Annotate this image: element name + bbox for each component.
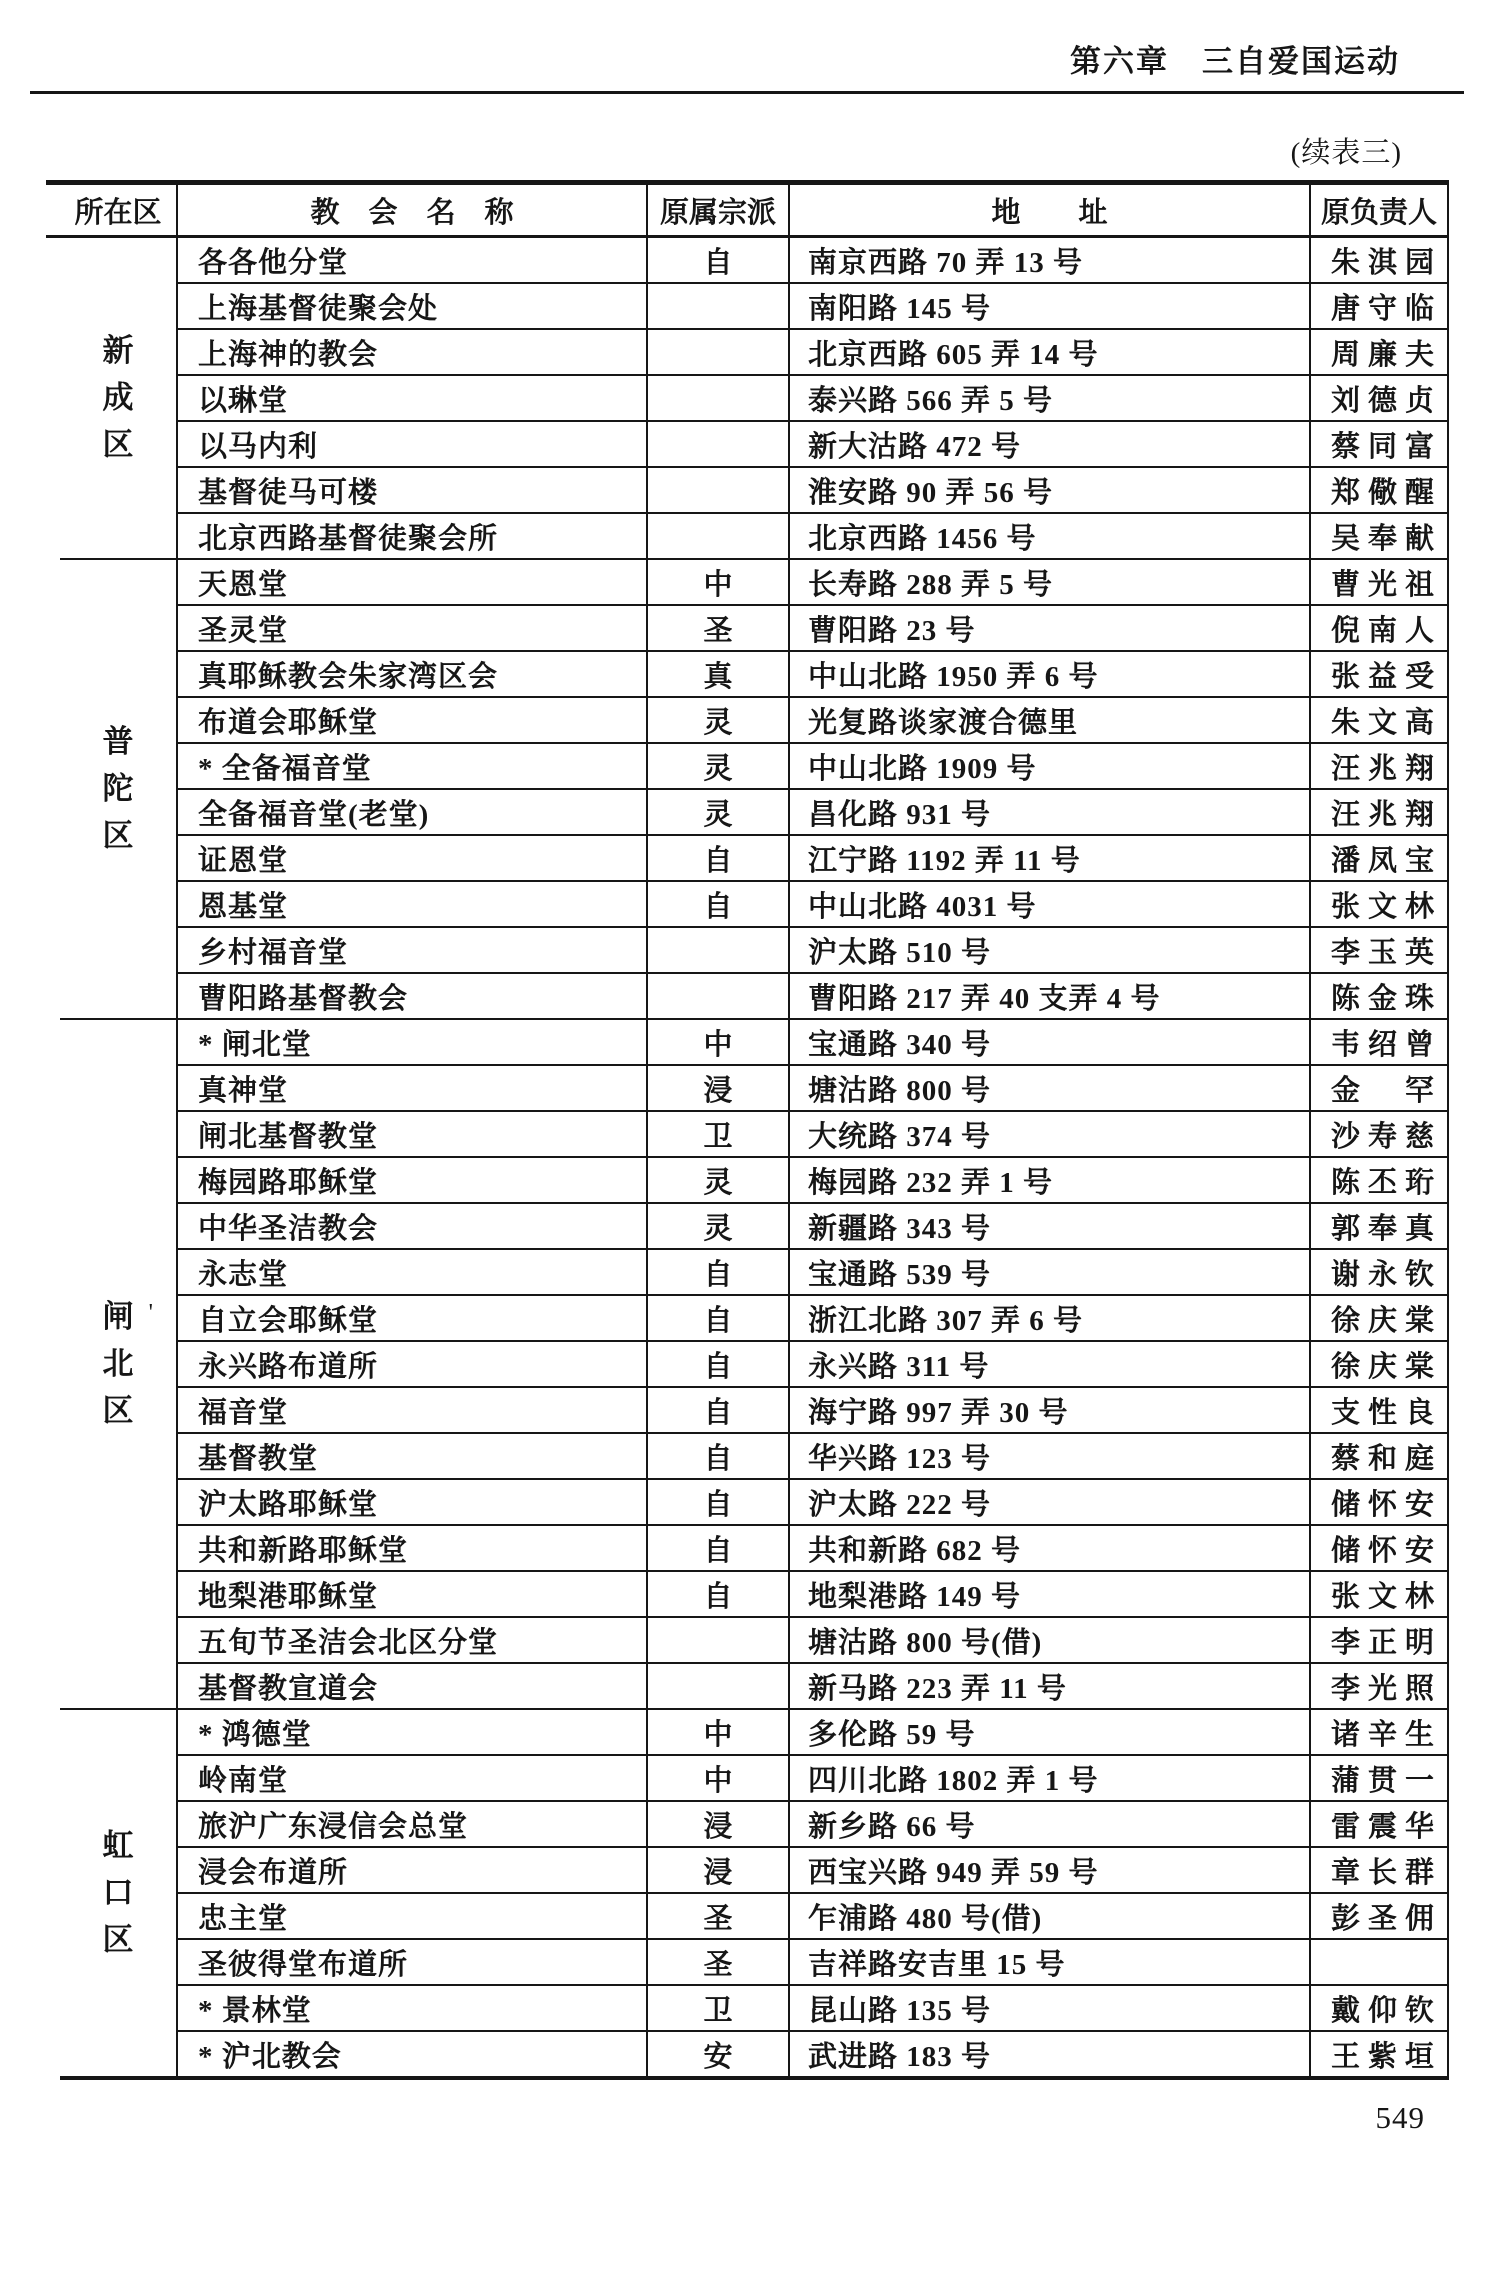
person-cell: 储怀安 [1310, 1525, 1448, 1571]
table-row [60, 651, 1448, 697]
church-name-cell: * 鸿德堂 [177, 1709, 647, 1755]
district-label-char: 区 [102, 427, 134, 462]
person-cell: 唐守临 [1310, 283, 1448, 329]
address-cell: 长寿路 288 弄 5 号 [789, 559, 1310, 605]
person-cell: 李玉英 [1310, 927, 1448, 973]
district-label-char: 区 [102, 1393, 134, 1428]
col-header-denomination: 原属宗派 [647, 183, 789, 237]
denomination-cell [647, 421, 789, 467]
person-cell: 朱文高 [1310, 697, 1448, 743]
denomination-cell: 浸 [647, 1801, 789, 1847]
denomination-cell: 自 [647, 1525, 789, 1571]
table-row [60, 605, 1448, 651]
chapter-header: 第六章 三自爱国运动 [1070, 44, 1400, 79]
table-row [60, 1985, 1448, 2031]
district-label-char: 普 [102, 724, 134, 759]
district-label-char: 虹 [102, 1828, 134, 1863]
church-name-cell: 永兴路布道所 [177, 1341, 647, 1387]
header-rule [30, 91, 1464, 94]
address-cell: 中山北路 1909 号 [789, 743, 1310, 789]
table-row [60, 1525, 1448, 1571]
table-row [60, 237, 1448, 284]
church-name-cell: 共和新路耶稣堂 [177, 1525, 647, 1571]
address-cell: 永兴路 311 号 [789, 1341, 1310, 1387]
church-name-cell: 忠主堂 [177, 1893, 647, 1939]
district-label-char: 区 [102, 1922, 134, 1957]
table-row [60, 927, 1448, 973]
person-cell: 朱淇园 [1310, 237, 1448, 284]
address-cell: 北京西路 1456 号 [789, 513, 1310, 559]
denomination-cell: 浸 [647, 1065, 789, 1111]
district-label-char: 口 [102, 1875, 134, 1910]
table-row [60, 329, 1448, 375]
address-cell: 淮安路 90 弄 56 号 [789, 467, 1310, 513]
denomination-cell [647, 513, 789, 559]
church-name-cell: 永志堂 [177, 1249, 647, 1295]
denomination-cell: 浸 [647, 1847, 789, 1893]
address-cell: 中山北路 4031 号 [789, 881, 1310, 927]
table-row [60, 375, 1448, 421]
table-row [60, 421, 1448, 467]
district-cell [60, 559, 177, 1019]
denomination-cell: 自 [647, 881, 789, 927]
church-name-cell: 曹阳路基督教会 [177, 973, 647, 1019]
district-label-char: 成 [102, 380, 134, 415]
denomination-cell [647, 329, 789, 375]
person-cell: 陈丕珩 [1310, 1157, 1448, 1203]
denomination-cell [647, 283, 789, 329]
church-name-cell: 布道会耶稣堂 [177, 697, 647, 743]
church-name-cell: 自立会耶稣堂 [177, 1295, 647, 1341]
table-row [60, 1111, 1448, 1157]
table-row [60, 973, 1448, 1019]
person-cell: 倪南人 [1310, 605, 1448, 651]
church-name-cell: 沪太路耶稣堂 [177, 1479, 647, 1525]
address-cell: 沪太路 222 号 [789, 1479, 1310, 1525]
address-cell: 曹阳路 217 弄 40 支弄 4 号 [789, 973, 1310, 1019]
table-row [60, 789, 1448, 835]
district-cell [60, 237, 177, 560]
denomination-cell [647, 1617, 789, 1663]
denomination-cell [647, 927, 789, 973]
person-cell: 谢永钦 [1310, 1249, 1448, 1295]
church-name-cell: 岭南堂 [177, 1755, 647, 1801]
church-name-cell: 基督徒马可楼 [177, 467, 647, 513]
address-cell: 泰兴路 566 弄 5 号 [789, 375, 1310, 421]
church-name-cell: 全备福音堂(老堂) [177, 789, 647, 835]
church-name-cell: * 闸北堂 [177, 1019, 647, 1065]
address-cell: 光复路谈家渡合德里 [789, 697, 1310, 743]
district-label-char: 新 [102, 333, 134, 368]
table-row [60, 1755, 1448, 1801]
denomination-cell: 自 [647, 1341, 789, 1387]
address-cell: 塘沽路 800 号 [789, 1065, 1310, 1111]
person-cell: 李正明 [1310, 1617, 1448, 1663]
table-row [60, 1709, 1448, 1755]
table-row [60, 1479, 1448, 1525]
table-row [60, 1203, 1448, 1249]
table-row [60, 835, 1448, 881]
table-row [60, 467, 1448, 513]
table-row [60, 1295, 1448, 1341]
address-cell: 四川北路 1802 弄 1 号 [789, 1755, 1310, 1801]
person-cell: 储怀安 [1310, 1479, 1448, 1525]
church-name-cell: 闸北基督教堂 [177, 1111, 647, 1157]
church-name-cell: 各各他分堂 [177, 237, 647, 284]
address-cell: 南京西路 70 弄 13 号 [789, 237, 1310, 284]
person-cell: 支性良 [1310, 1387, 1448, 1433]
church-name-cell: 福音堂 [177, 1387, 647, 1433]
person-cell: 郭奉真 [1310, 1203, 1448, 1249]
address-cell: 大统路 374 号 [789, 1111, 1310, 1157]
person-cell: 沙寿慈 [1310, 1111, 1448, 1157]
denomination-cell [647, 1663, 789, 1709]
church-name-cell: * 全备福音堂 [177, 743, 647, 789]
person-cell: 诸辛生 [1310, 1709, 1448, 1755]
denomination-cell: 中 [647, 559, 789, 605]
denomination-cell: 中 [647, 1019, 789, 1065]
denomination-cell: 安 [647, 2031, 789, 2078]
address-cell: 塘沽路 800 号(借) [789, 1617, 1310, 1663]
person-cell: 李光照 [1310, 1663, 1448, 1709]
church-name-cell: 中华圣洁教会 [177, 1203, 647, 1249]
denomination-cell [647, 973, 789, 1019]
denomination-cell: 中 [647, 1755, 789, 1801]
church-name-cell: 真神堂 [177, 1065, 647, 1111]
district-label-char: 闸 ' [101, 1300, 135, 1334]
person-cell: 潘凤宝 [1310, 835, 1448, 881]
denomination-cell: 灵 [647, 697, 789, 743]
person-cell: 徐庆棠 [1310, 1341, 1448, 1387]
person-cell: 王紫垣 [1310, 2031, 1448, 2078]
address-cell: 吉祥路安吉里 15 号 [789, 1939, 1310, 1985]
address-cell: 宝通路 539 号 [789, 1249, 1310, 1295]
person-cell: 韦绍曾 [1310, 1019, 1448, 1065]
table-row [60, 1387, 1448, 1433]
denomination-cell: 圣 [647, 1893, 789, 1939]
table-row [60, 1065, 1448, 1111]
person-cell: 戴仰钦 [1310, 1985, 1448, 2031]
table-header-row [60, 183, 1448, 237]
address-cell: 北京西路 605 弄 14 号 [789, 329, 1310, 375]
table-row [60, 743, 1448, 789]
address-cell: 梅园路 232 弄 1 号 [789, 1157, 1310, 1203]
district-label-char: 北 [102, 1346, 134, 1381]
district-label-char: 陀 [102, 771, 134, 806]
denomination-cell [647, 467, 789, 513]
col-header-church-name: 教 会 名 称 [177, 183, 647, 237]
address-cell: 新马路 223 弄 11 号 [789, 1663, 1310, 1709]
address-cell: 昆山路 135 号 [789, 1985, 1310, 2031]
denomination-cell: 灵 [647, 1157, 789, 1203]
address-cell: 昌化路 931 号 [789, 789, 1310, 835]
table-row [60, 1939, 1448, 1985]
address-cell: 乍浦路 480 号(借) [789, 1893, 1310, 1939]
church-name-cell: 证恩堂 [177, 835, 647, 881]
col-header-address: 地 址 [789, 183, 1310, 237]
church-name-cell: 真耶稣教会朱家湾区会 [177, 651, 647, 697]
church-name-cell: 圣彼得堂布道所 [177, 1939, 647, 1985]
person-cell: 蔡同富 [1310, 421, 1448, 467]
table-row [60, 1433, 1448, 1479]
church-name-cell: 浸会布道所 [177, 1847, 647, 1893]
person-cell: 汪兆翔 [1310, 743, 1448, 789]
address-cell: 曹阳路 23 号 [789, 605, 1310, 651]
address-cell: 共和新路 682 号 [789, 1525, 1310, 1571]
church-name-cell: 北京西路基督徒聚会所 [177, 513, 647, 559]
denomination-cell [647, 375, 789, 421]
address-cell: 新大沽路 472 号 [789, 421, 1310, 467]
church-name-cell: 上海神的教会 [177, 329, 647, 375]
table-row [60, 1893, 1448, 1939]
district-cell [60, 1019, 177, 1709]
person-cell: 蒲贯一 [1310, 1755, 1448, 1801]
address-cell: 海宁路 997 弄 30 号 [789, 1387, 1310, 1433]
address-cell: 江宁路 1192 弄 11 号 [789, 835, 1310, 881]
stray-scan-mark: ' [148, 1300, 153, 1326]
table-caption: (续表三) [1290, 137, 1402, 169]
person-cell: 周廉夫 [1310, 329, 1448, 375]
address-cell: 南阳路 145 号 [789, 283, 1310, 329]
address-cell: 地梨港路 149 号 [789, 1571, 1310, 1617]
district-label-char: 区 [102, 818, 134, 853]
denomination-cell: 自 [647, 1433, 789, 1479]
person-cell: 曹光祖 [1310, 559, 1448, 605]
address-cell: 多伦路 59 号 [789, 1709, 1310, 1755]
church-name-cell: * 沪北教会 [177, 2031, 647, 2078]
table-row [60, 881, 1448, 927]
denomination-cell: 自 [647, 1479, 789, 1525]
person-cell: 汪兆翔 [1310, 789, 1448, 835]
col-header-person: 原负责人 [1310, 183, 1448, 237]
denomination-cell: 自 [647, 1295, 789, 1341]
denomination-cell: 卫 [647, 1985, 789, 2031]
address-cell: 西宝兴路 949 弄 59 号 [789, 1847, 1310, 1893]
table-row [60, 1249, 1448, 1295]
person-cell: 张文林 [1310, 1571, 1448, 1617]
denomination-cell: 灵 [647, 789, 789, 835]
table-row [60, 513, 1448, 559]
denomination-cell: 自 [647, 237, 789, 284]
church-name-cell: 地梨港耶稣堂 [177, 1571, 647, 1617]
address-cell: 新乡路 66 号 [789, 1801, 1310, 1847]
denomination-cell: 自 [647, 1249, 789, 1295]
person-cell: 陈金珠 [1310, 973, 1448, 1019]
address-cell: 新疆路 343 号 [789, 1203, 1310, 1249]
table-row [60, 559, 1448, 605]
church-name-cell: 基督教宣道会 [177, 1663, 647, 1709]
address-cell: 武进路 183 号 [789, 2031, 1310, 2078]
address-cell: 中山北路 1950 弄 6 号 [789, 651, 1310, 697]
table-row [60, 697, 1448, 743]
person-cell: 吴奉献 [1310, 513, 1448, 559]
person-cell: 张文林 [1310, 881, 1448, 927]
person-cell: 郑儆醒 [1310, 467, 1448, 513]
person-cell: 雷震华 [1310, 1801, 1448, 1847]
church-name-cell: 以马内利 [177, 421, 647, 467]
table-row [60, 2031, 1448, 2078]
page-number: 549 [1375, 2100, 1425, 2135]
church-name-cell: * 景林堂 [177, 1985, 647, 2031]
church-name-cell: 以琳堂 [177, 375, 647, 421]
church-name-cell: 圣灵堂 [177, 605, 647, 651]
col-header-district: 所在区 [60, 183, 177, 237]
person-cell: 张益受 [1310, 651, 1448, 697]
person-cell [1310, 1939, 1448, 1985]
address-cell: 沪太路 510 号 [789, 927, 1310, 973]
address-cell: 宝通路 340 号 [789, 1019, 1310, 1065]
church-name-cell: 恩基堂 [177, 881, 647, 927]
denomination-cell: 圣 [647, 605, 789, 651]
church-name-cell: 上海基督徒聚会处 [177, 283, 647, 329]
denomination-cell: 自 [647, 835, 789, 881]
person-cell: 章长群 [1310, 1847, 1448, 1893]
table-row [60, 283, 1448, 329]
denomination-cell: 真 [647, 651, 789, 697]
table-row [60, 1663, 1448, 1709]
person-cell: 彭圣佣 [1310, 1893, 1448, 1939]
person-cell: 蔡和庭 [1310, 1433, 1448, 1479]
address-cell: 浙江北路 307 弄 6 号 [789, 1295, 1310, 1341]
table-row [60, 1617, 1448, 1663]
table-row [60, 1847, 1448, 1893]
church-name-cell: 天恩堂 [177, 559, 647, 605]
church-name-cell: 基督教堂 [177, 1433, 647, 1479]
church-name-cell: 梅园路耶稣堂 [177, 1157, 647, 1203]
church-name-cell: 乡村福音堂 [177, 927, 647, 973]
denomination-cell: 卫 [647, 1111, 789, 1157]
church-table [60, 180, 1449, 2080]
person-cell: 刘德贞 [1310, 375, 1448, 421]
district-cell [60, 1709, 177, 2078]
denomination-cell: 自 [647, 1571, 789, 1617]
table-row [60, 1801, 1448, 1847]
denomination-cell: 灵 [647, 743, 789, 789]
address-cell: 华兴路 123 号 [789, 1433, 1310, 1479]
church-name-cell: 五旬节圣洁会北区分堂 [177, 1617, 647, 1663]
denomination-cell: 灵 [647, 1203, 789, 1249]
church-name-cell: 旅沪广东浸信会总堂 [177, 1801, 647, 1847]
table-row [60, 1019, 1448, 1065]
person-cell: 徐庆棠 [1310, 1295, 1448, 1341]
table-row [60, 1571, 1448, 1617]
denomination-cell: 自 [647, 1387, 789, 1433]
person-cell: 金 罕 [1310, 1065, 1448, 1111]
table-row [60, 1341, 1448, 1387]
denomination-cell: 圣 [647, 1939, 789, 1985]
table-row [60, 1157, 1448, 1203]
denomination-cell: 中 [647, 1709, 789, 1755]
